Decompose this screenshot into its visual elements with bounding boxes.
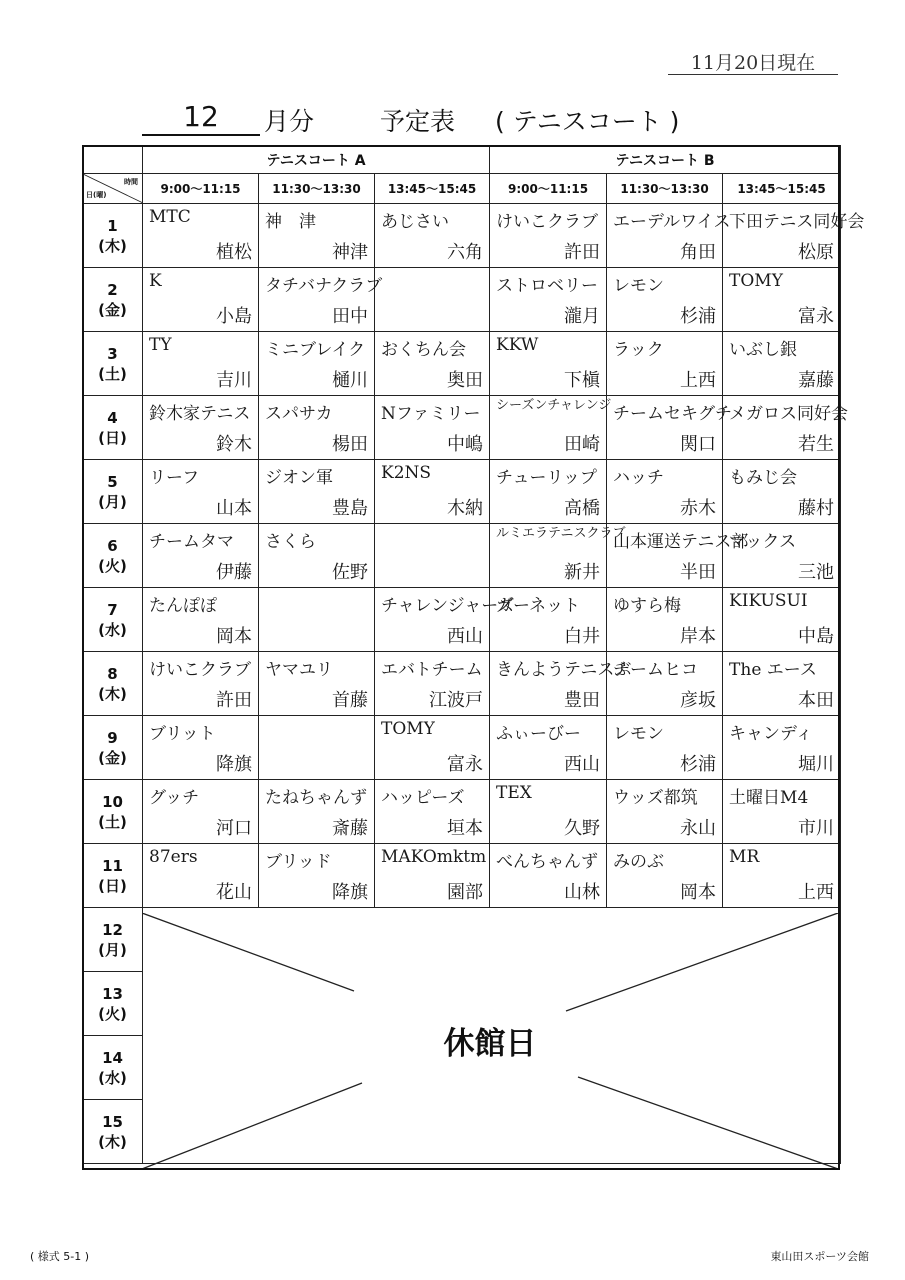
booking-slot (259, 844, 375, 908)
group-name: エバトチーム (381, 660, 483, 680)
group-name: いぶし銀 (729, 340, 798, 360)
closed-days-box (142, 913, 838, 1169)
day-cell (83, 972, 143, 1036)
representative-name: 園部 (447, 882, 484, 903)
booking-slot (607, 204, 731, 268)
representative-name: 田崎 (564, 434, 601, 455)
group-name: チームヒコ (613, 660, 699, 680)
day-of-week: (月) (98, 940, 127, 959)
booking-slot (723, 780, 841, 844)
time-b-1: 9:00～11:15 (490, 174, 607, 204)
booking-slot (259, 588, 375, 652)
group-name: あじさい (381, 212, 449, 232)
day-cell (83, 780, 143, 844)
day-cell (83, 332, 143, 396)
representative-name: 松原 (798, 242, 835, 263)
booking-slot (490, 268, 607, 332)
booking-slot (143, 780, 259, 844)
booking-slot (143, 716, 259, 780)
booking-slot (259, 204, 375, 268)
booking-slot (723, 844, 841, 908)
booking-slot (723, 268, 841, 332)
time-a-3: 13:45～15:45 (375, 174, 490, 204)
representative-name: 本田 (798, 690, 835, 711)
representative-name: 江波戸 (429, 690, 484, 711)
group-name: チャレンジャーズ (381, 596, 515, 616)
group-name: ハッチ (613, 468, 665, 488)
day-number: 13 (102, 984, 123, 1003)
representative-name: 上西 (798, 882, 835, 903)
time-a-1: 9:00～11:15 (143, 174, 259, 204)
group-name: 下田テニス同好会 (729, 212, 865, 232)
schedule-row (83, 396, 841, 460)
booking-slot (490, 780, 607, 844)
representative-name: 岸本 (680, 626, 717, 647)
group-name: レモン (613, 724, 665, 744)
representative-name: 鈴木 (216, 434, 252, 455)
group-name: チームタマ (149, 532, 234, 552)
booking-slot (723, 588, 841, 652)
booking-slot (607, 460, 723, 524)
group-name: もみじ会 (729, 468, 798, 488)
booking-slot (607, 780, 723, 844)
representative-name: 花山 (216, 882, 252, 903)
schedule-row (83, 716, 841, 780)
booking-slot (723, 652, 841, 716)
day-of-week: (土) (98, 364, 127, 383)
schedule-row (83, 268, 841, 332)
group-name: 土曜日M4 (729, 788, 809, 808)
booking-slot (143, 844, 259, 908)
group-name: ミニブレイク (265, 340, 366, 360)
representative-name: 赤木 (680, 498, 717, 519)
representative-name: 許田 (216, 690, 252, 711)
booking-slot (490, 332, 607, 396)
booking-slot (259, 332, 375, 396)
day-number: 5 (107, 472, 118, 491)
booking-slot (723, 716, 841, 780)
representative-name: 岡本 (216, 626, 252, 647)
booking-slot (375, 780, 490, 844)
group-name: MR (729, 847, 760, 867)
booking-slot (607, 396, 733, 460)
day-of-week: (木) (98, 684, 127, 703)
representative-name: 田中 (332, 306, 368, 327)
schedule-row (83, 588, 841, 652)
booking-slot (490, 716, 607, 780)
booking-slot (143, 524, 259, 588)
representative-name: 西山 (564, 754, 601, 775)
day-number: 12 (102, 920, 123, 939)
group-name: 鈴木家テニス (149, 404, 251, 424)
booking-slot (375, 652, 490, 716)
day-of-week: (火) (98, 556, 127, 575)
representative-name: 小島 (216, 306, 252, 327)
booking-slot (143, 204, 259, 268)
representative-name: 斎藤 (332, 818, 368, 839)
court-b-header: テニスコート B (490, 146, 841, 174)
booking-slot (490, 588, 607, 652)
representative-name: 降旗 (216, 754, 252, 775)
day-cell (83, 844, 143, 908)
representative-name: 垣本 (447, 818, 484, 839)
booking-slot (259, 524, 375, 588)
day-number: 6 (107, 536, 118, 555)
booking-slot (259, 652, 375, 716)
day-of-week: (火) (98, 1004, 127, 1023)
booking-slot (375, 524, 490, 588)
corner-blank (83, 146, 143, 174)
time-a-2: 11:30～13:30 (259, 174, 375, 204)
booking-slot (723, 460, 841, 524)
representative-name: 首藤 (332, 690, 368, 711)
group-name: メガロス同好会 (729, 404, 849, 424)
group-name: ブリット (149, 724, 216, 744)
group-name: KKW (496, 335, 539, 355)
representative-name: 杉浦 (680, 754, 717, 775)
time-b-3: 13:45～15:45 (723, 174, 841, 204)
booking-slot (143, 588, 259, 652)
booking-slot (723, 524, 841, 588)
representative-name: 樋川 (332, 370, 368, 391)
representative-name: 久野 (564, 818, 601, 839)
group-name: 87ers (149, 847, 198, 867)
group-name: TEX (496, 783, 532, 803)
group-name: シーズンチャレンジ (496, 398, 612, 413)
day-cell (83, 908, 143, 972)
group-name: KIKUSUI (729, 591, 808, 611)
booking-slot (259, 780, 375, 844)
day-number: 15 (102, 1112, 123, 1131)
booking-slot (259, 396, 375, 460)
representative-name: 関口 (680, 434, 717, 455)
booking-slot (607, 588, 723, 652)
booking-slot (723, 332, 841, 396)
day-of-week: (土) (98, 812, 127, 831)
representative-name: 高橋 (564, 498, 601, 519)
day-cell (83, 524, 143, 588)
corner-day-label: 日(曜) (86, 191, 107, 199)
representative-name: 若生 (798, 434, 835, 455)
representative-name: 奥田 (447, 370, 484, 391)
closed-label: 休館日 (443, 1026, 537, 1062)
day-number: 8 (107, 664, 118, 683)
day-number: 1 (107, 216, 118, 235)
group-name: ヤマユリ (265, 660, 333, 680)
group-name: リーフ (149, 468, 200, 488)
group-name: ガーネット (496, 596, 581, 616)
representative-name: 角田 (680, 242, 717, 263)
representative-name: 藤村 (798, 498, 835, 519)
schedule-row (83, 524, 841, 588)
schedule-row (83, 460, 841, 524)
group-name: べんちゃんず (496, 852, 599, 872)
day-number: 9 (107, 728, 118, 747)
day-of-week: (日) (98, 428, 127, 447)
representative-name: 岡本 (680, 882, 717, 903)
schedule-row (83, 204, 841, 268)
booking-slot (375, 460, 490, 524)
day-cell (83, 1100, 143, 1164)
representative-name: 白井 (564, 626, 601, 647)
group-name: おくちん会 (381, 340, 466, 360)
booking-slot (490, 204, 607, 268)
representative-name: 六角 (447, 242, 484, 263)
booking-slot (607, 268, 723, 332)
day-of-week: (水) (98, 1068, 127, 1087)
day-cell (83, 652, 143, 716)
booking-slot (143, 268, 259, 332)
group-name: ジオン軍 (265, 468, 333, 488)
group-name: たんぽぽ (149, 596, 217, 616)
form-number: ( 様式 5-1 ) (30, 1250, 90, 1263)
group-name: ストロベリー (496, 276, 599, 296)
month-label: 月分 (264, 107, 315, 136)
corner-time-label: 時間 (124, 178, 138, 186)
day-number: 7 (107, 600, 118, 619)
representative-name: 新井 (564, 562, 601, 583)
day-cell (83, 1036, 143, 1100)
representative-name: 木納 (447, 498, 484, 519)
group-name: チューリップ (496, 468, 597, 488)
booking-slot (490, 844, 607, 908)
representative-name: 堀川 (798, 754, 835, 775)
booking-slot (490, 652, 632, 716)
time-b-2: 11:30～13:30 (607, 174, 723, 204)
booking-slot (259, 460, 375, 524)
group-name: キャンディ (729, 724, 813, 744)
as-of-date: 11月20日現在 (668, 48, 838, 75)
representative-name: 山本 (216, 498, 252, 519)
group-name: K (149, 271, 162, 291)
booking-slot (375, 204, 490, 268)
group-name: ブリッド (265, 852, 332, 872)
group-name: Nファミリー (381, 404, 481, 424)
schedule-row (83, 780, 841, 844)
representative-name: 楊田 (332, 434, 368, 455)
representative-name: 許田 (564, 242, 601, 263)
court-a-header: テニスコート A (143, 146, 490, 174)
representative-name: 富永 (447, 754, 484, 775)
booking-slot (607, 524, 749, 588)
day-number: 4 (107, 408, 118, 427)
day-of-week: (木) (98, 236, 127, 255)
booking-slot (143, 396, 259, 460)
representative-name: 上西 (680, 370, 717, 391)
day-cell (83, 268, 143, 332)
representative-name: 神津 (332, 242, 368, 263)
representative-name: 中島 (798, 626, 835, 647)
booking-slot (259, 268, 383, 332)
day-number: 14 (102, 1048, 123, 1067)
day-cell (83, 716, 143, 780)
group-name: チームセキグチ (613, 404, 733, 424)
booking-slot (723, 396, 849, 460)
booking-slot (607, 332, 723, 396)
day-cell (83, 204, 143, 268)
representative-name: 杉浦 (680, 306, 717, 327)
group-name: ルミエラテニスクラブ (496, 526, 626, 541)
representative-name: 植松 (216, 242, 252, 263)
booking-slot (607, 844, 723, 908)
booking-slot (375, 396, 490, 460)
schedule-row (83, 332, 841, 396)
group-name: K2NS (381, 463, 432, 483)
group-name: エーデルワイス (613, 212, 731, 232)
representative-name: 佐野 (332, 562, 368, 583)
group-name: けいこクラブ (149, 660, 251, 680)
schedule-row (83, 652, 841, 716)
court-type-label: ( テニスコート ) (495, 107, 680, 136)
representative-name: 瀧月 (564, 306, 601, 327)
group-name: TOMY (381, 719, 435, 739)
group-name: ハッピーズ (381, 788, 465, 808)
day-cell (83, 460, 143, 524)
day-number: 2 (107, 280, 118, 299)
schedule-row (83, 844, 841, 908)
group-name: MTC (149, 207, 191, 227)
booking-slot (143, 652, 259, 716)
day-cell (83, 396, 143, 460)
representative-name: 河口 (216, 818, 252, 839)
day-of-week: (月) (98, 492, 127, 511)
representative-name: 嘉藤 (798, 370, 835, 391)
group-name: たねちゃんず (265, 788, 367, 808)
group-name: ラック (613, 340, 664, 360)
booking-slot (375, 716, 490, 780)
representative-name: 永山 (680, 818, 717, 839)
group-name: The エース (729, 660, 817, 680)
booking-slot (143, 332, 259, 396)
group-name: 神 津 (265, 212, 316, 232)
group-name: TY (149, 335, 172, 355)
group-name: グッチ (149, 788, 200, 808)
corner-header (83, 174, 143, 204)
representative-name: 吉川 (216, 370, 252, 391)
day-of-week: (日) (98, 876, 127, 895)
day-of-week: (金) (98, 748, 127, 767)
representative-name: 伊藤 (216, 562, 252, 583)
group-name: レモン (613, 276, 665, 296)
group-name: マックス (729, 532, 797, 552)
representative-name: 三池 (798, 562, 835, 583)
group-name: MAKOmktm (381, 847, 487, 867)
representative-name: 彦坂 (680, 690, 717, 711)
venue-name: 東山田スポーツ会館 (770, 1250, 869, 1263)
group-name: ゆすら梅 (613, 596, 682, 616)
booking-slot (607, 716, 723, 780)
day-number: 11 (102, 856, 123, 875)
representative-name: 半田 (680, 562, 717, 583)
representative-name: 山林 (564, 882, 601, 903)
booking-slot (375, 844, 490, 908)
group-name: ウッズ都筑 (613, 788, 698, 808)
day-of-week: (木) (98, 1132, 127, 1151)
booking-slot (375, 588, 515, 652)
representative-name: 下槇 (564, 370, 601, 391)
day-cell (83, 588, 143, 652)
booking-slot (143, 460, 259, 524)
group-name: タチバナクラブ (265, 276, 383, 296)
group-name: ふぃーびー (496, 724, 582, 744)
group-name: けいこクラブ (496, 212, 599, 232)
representative-name: 豊島 (332, 498, 368, 519)
booking-slot (490, 396, 612, 460)
representative-name: 降旗 (332, 882, 368, 903)
booking-slot (490, 524, 626, 588)
booking-slot (723, 204, 865, 268)
group-name: 山本運送テニス部 (613, 532, 749, 552)
booking-slot (490, 460, 607, 524)
booking-slot (375, 268, 490, 332)
group-name: みのぶ (613, 852, 665, 872)
representative-name: 富永 (798, 306, 835, 327)
group-name: TOMY (729, 271, 783, 291)
group-name: きんようテニスぶ (496, 660, 632, 680)
booking-slot (375, 332, 490, 396)
group-name: さくら (265, 532, 316, 552)
day-number: 3 (107, 344, 118, 363)
representative-name: 中嶋 (447, 434, 484, 455)
schedule-label: 予定表 (380, 107, 456, 136)
booking-slot (259, 716, 375, 780)
representative-name: 市川 (798, 818, 835, 839)
day-number: 10 (102, 792, 123, 811)
group-name: スパサカ (265, 404, 333, 424)
schedule-month: 12 (142, 100, 260, 136)
representative-name: 西山 (447, 626, 484, 647)
day-of-week: (金) (98, 300, 127, 319)
booking-slot (607, 652, 723, 716)
day-of-week: (水) (98, 620, 127, 639)
representative-name: 豊田 (564, 690, 601, 711)
